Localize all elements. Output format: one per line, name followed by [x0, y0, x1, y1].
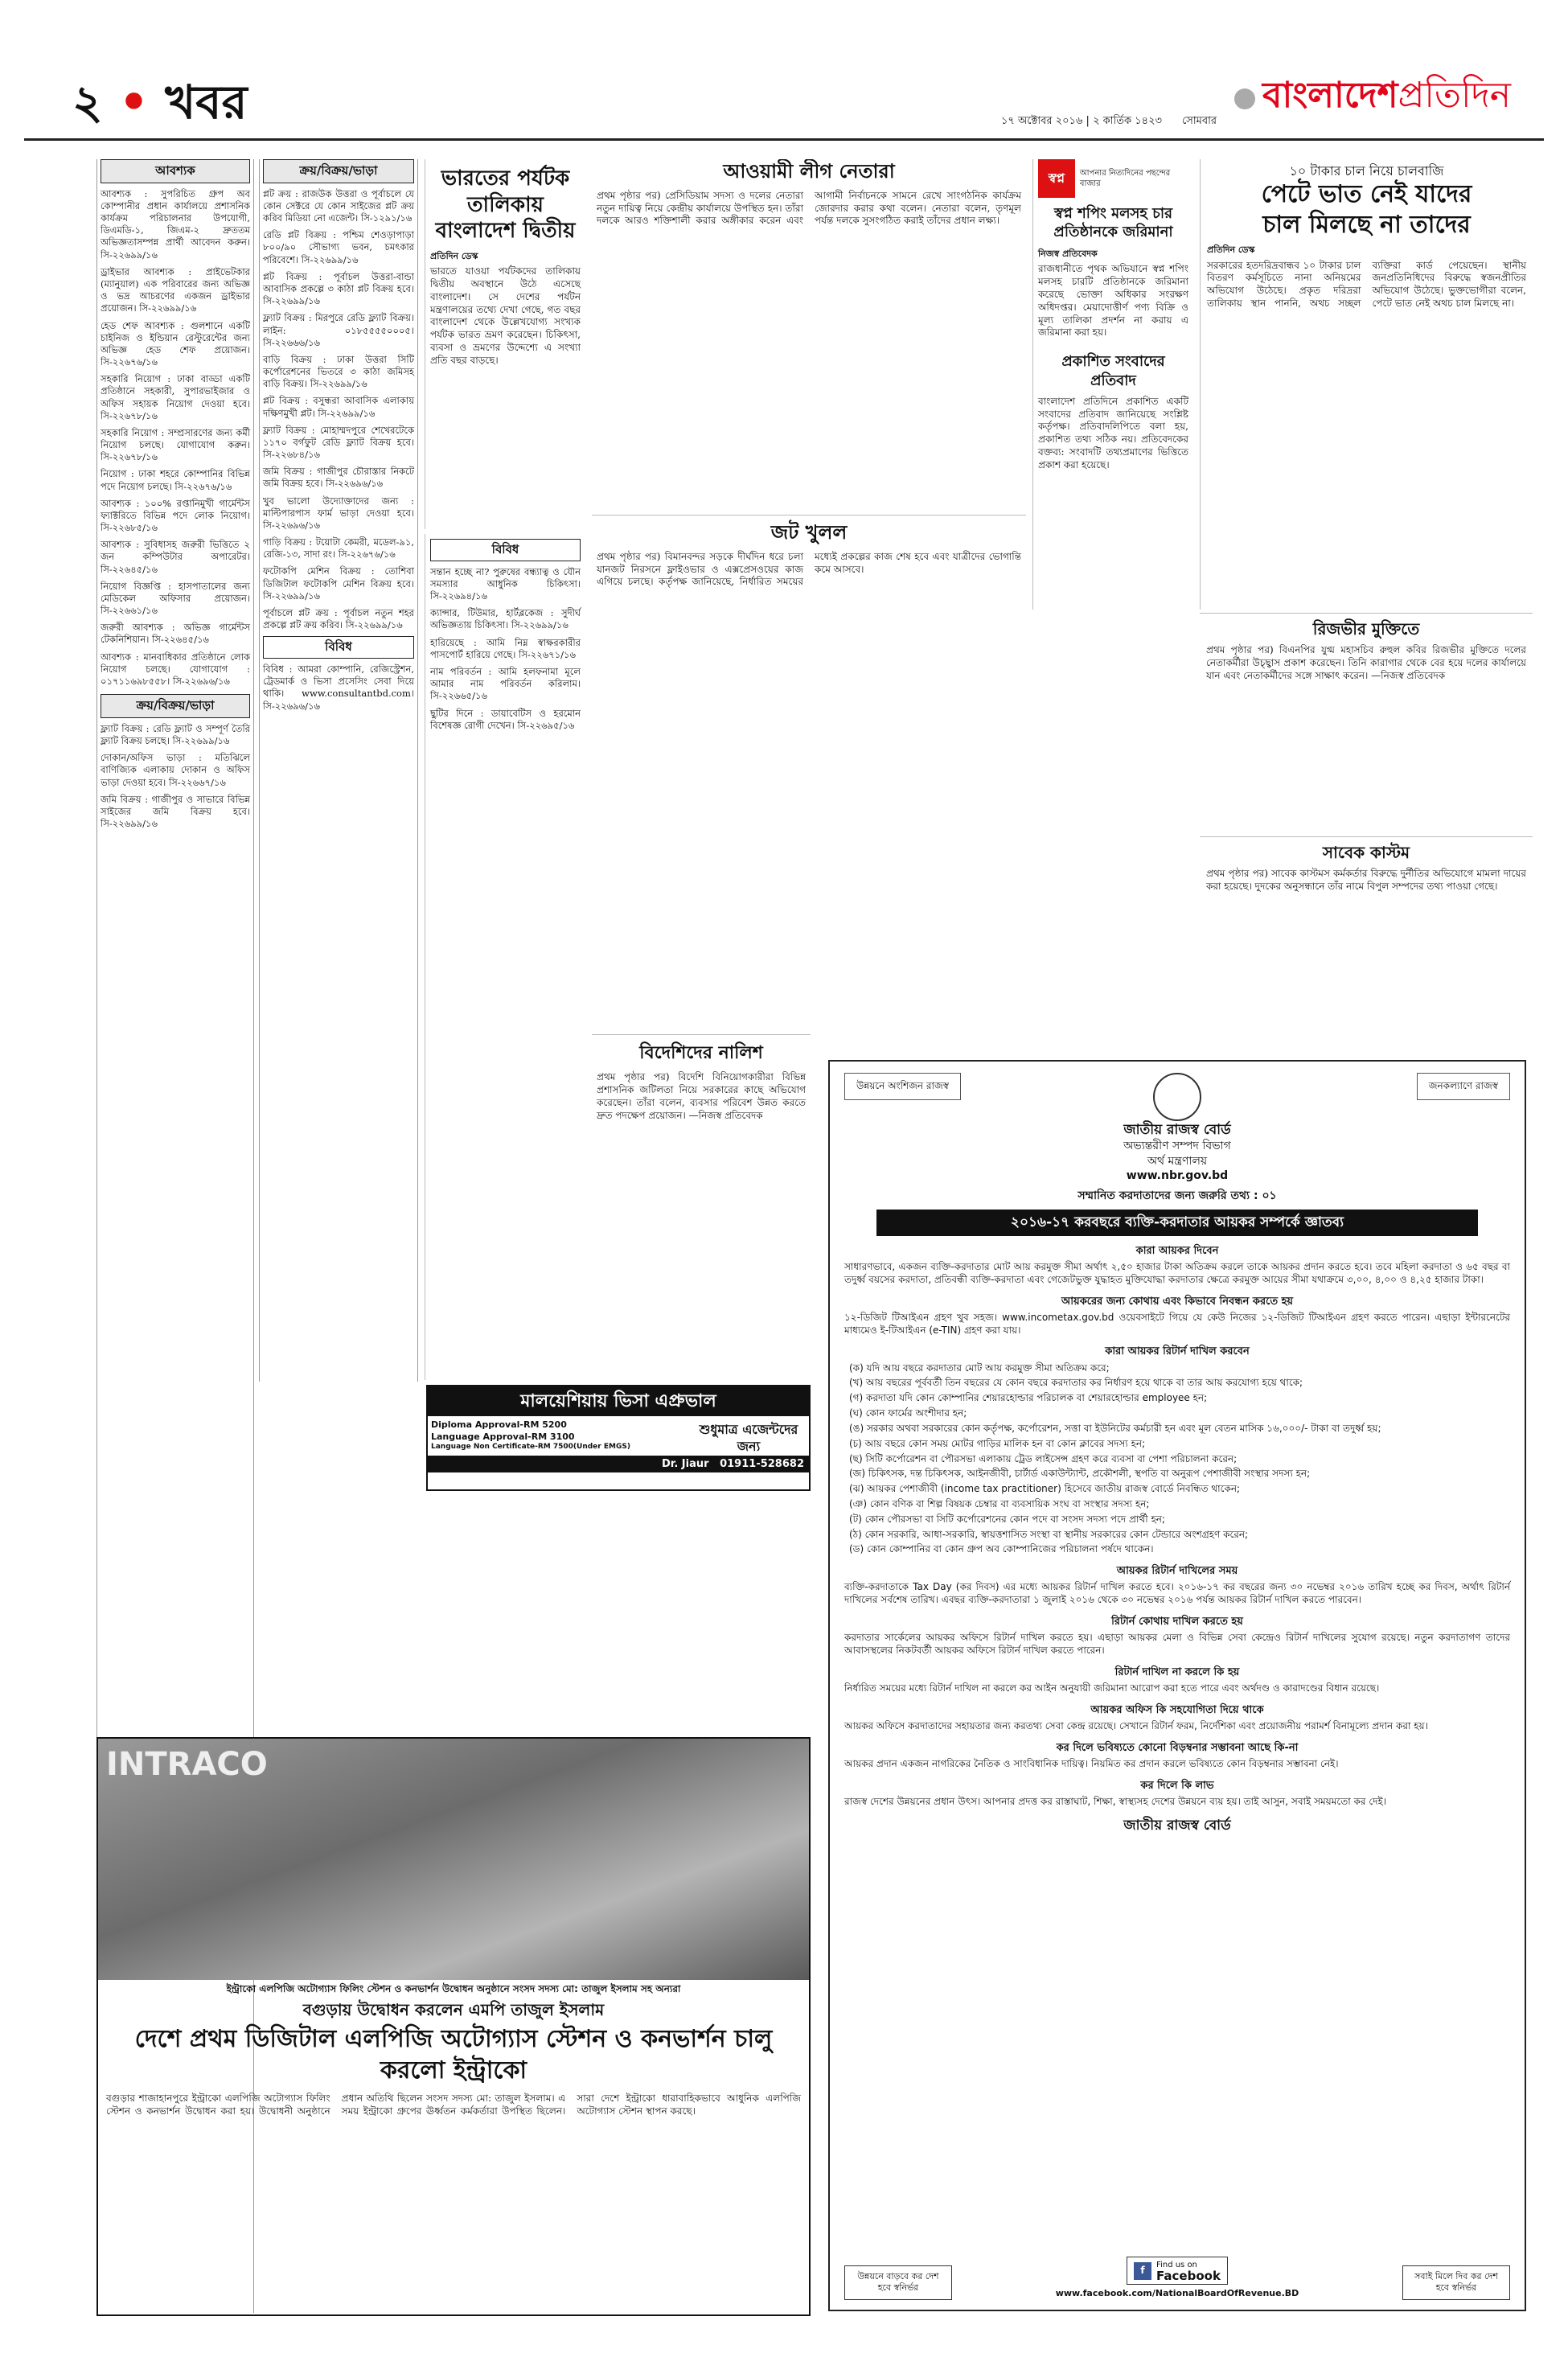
article-rice-byline: প্রতিদিন ডেস্ক	[1207, 244, 1255, 256]
nbr-fb-label: Facebook	[1156, 2268, 1221, 2283]
newspaper-logo: বাংলাদেশপ্রতিদিন	[1262, 75, 1511, 116]
nbr-list-item: (ঞ) কোন বণিক বা শিল্প বিষয়ক চেম্বার বা ব্যবসায়িক সংঘ বা সংস্থার সদস্য হন;	[849, 1497, 1150, 1509]
classified-item: ফ্ল্যাট বিক্রয় : মিরপুরে রেডি ফ্ল্যাট বিক্রয়। লাইন: ০১৮৫৫৫৫০০০৫। সি-২২৬৬৬/১৬	[263, 312, 414, 348]
article-rice-title-1: পেটে ভাত নেই যাদের	[1261, 180, 1472, 209]
nbr-h2: আয়করের জন্য কোথায় এবং কিভাবে নিবন্ধন করতে হয়	[1061, 1295, 1294, 1308]
classified-item: খুব ভালো উদ্যোক্তাদের জন্য : মাল্টিপারপাস ফার্ম ভাড়া দেওয়া হবে। সি-২২৬৯৬/১৬	[263, 495, 414, 531]
nbr-p2: ১২-ডিজিট টিআইএন গ্রহণ খুব সহজ। www.incometax.gov.bd ওয়েবসাইটে গিয়ে যে কেউ নিজের ১২-ডিজিট টিআইএন গ্রহণ করতে পারেন। এছাড়া ইন্টারনেটের মাধ্যমেও ই-টিআইএন (e-TIN) গ্রহণ করা যায়।	[844, 1311, 1510, 1336]
masthead-rule	[24, 138, 1544, 141]
nbr-list-item: (ঘ) কোন ফার্মের অংশীদার হন;	[849, 1407, 967, 1419]
article-swapno	[1032, 159, 1193, 610]
swapno-tagline: আপনার নিত্যদিনের পছন্দের বাজার	[1079, 168, 1171, 188]
nbr-p1: সাধারণভাবে, একজন ব্যক্তি-করদাতার মোট আয় করমুক্ত সীমা অর্থাৎ ২,৫০ হাজার টাকা অতিক্রম করলে তাকে আয়কর প্রদান করতে হবে। তবে মহিলা করদাতা ও ৬৫ বছর বা তদুর্ধ্ব বয়সের করদাতা, প্রতিবন্ধী ব্যক্তি-করদাতা এবং গেজেটভুক্ত যুদ্ধাহত মুক্তিযোদ্ধা করদাতার ক্ষেত্রে করমুক্ত আয়ের সীমা যথাক্রমে ৩,০০, ৪,০০ ও ৪,২৫ হাজার টাকা।	[844, 1260, 1510, 1285]
classified-item: সহকারি নিয়োগ : সম্প্রসারণের জন্য কর্মী নিয়োগ চলছে। যোগাযোগ করুন। সি-২২৬৭৮/১৬	[101, 426, 250, 463]
nbr-website: www.nbr.gov.bd	[1126, 1169, 1229, 1183]
ad-visa-line3: Language Non Certificate-RM 7500(Under EMGS)	[431, 1443, 630, 1452]
classified-item: আবশ্যক : সুবিধাসহ জরুরী ভিত্তিতে ২ জন কম্পিউটার অপারেটর। সি-২২৬৪৫/১৬	[101, 539, 250, 575]
article-rice	[1200, 159, 1533, 610]
classifieds-list-buysell	[101, 723, 250, 830]
classified-item: সহকারি নিয়োগ : ঢাকা বাড্ডা একটি প্রতিষ্ঠানে সহকারী, সুপারভাইজার ও অফিস সহায়ক নিয়োগ দেওয়া হবে। সি-২২৬৭৮/১৬	[101, 373, 250, 421]
nbr-h4: আয়কর রিটার্ন দাখিলের সময়	[1116, 1565, 1238, 1578]
nbr-facebook-block	[1056, 2257, 1299, 2300]
intraco-photo: INTRACO	[98, 1739, 809, 1980]
nbr-p5: করদাতার সার্কেলের আয়কর অফিসে রিটার্ন দাখিল করতে হয়। এছাড়া আয়কর মেলা ও বিভিন্ন সেবা কেন্দ্রেও রিটার্ন দাখিলের সুযোগ রয়েছে। নতুন করদাতাগণ তাদের আবাসস্থলের নিকটবর্তী আয়কর অফিসে রিটার্ন দাখিল করতে পারেন।	[844, 1632, 1510, 1657]
misc-item: ক্যান্সার, টিউমার, হার্টব্লকেজ : সুদীর্ঘ অভিজ্ঞতায় চিকিৎসা। সি-২২৬৯৯/১৬	[430, 607, 581, 631]
ad-visa-title: মালয়েশিয়ায় ভিসা এপ্রুভাল	[428, 1386, 809, 1416]
nbr-corner-left: উন্নয়নে অংশিজন রাজস্ব	[844, 1073, 961, 1100]
article-customs-title: সাবেক কাস্টম	[1322, 843, 1410, 862]
nbr-footer-right: সবাই মিলে দিব কর দেশ হবে স্বনির্ভর	[1402, 2265, 1510, 2300]
article-protibad-body: বাংলাদেশ প্রতিদিনে প্রকাশিত একটি সংবাদের প্রতিবাদ জানিয়েছে সংশ্লিষ্ট কর্তৃপক্ষ। প্রতিবাদলিপিতে বলা হয়, প্রকাশিত তথ্য সঠিক নয়। প্রতিবেদকের বক্তব্য: সংবাদটি তথ্যপ্রমাণের ভিত্তিতে প্রকাশ করা হয়েছে।	[1038, 395, 1188, 470]
nbr-banner: ২০১৬-১৭ করবছরে ব্যক্তি-করদাতার আয়কর সম্পর্কে জ্ঞাতব্য	[876, 1210, 1478, 1235]
article-awami-body: প্রথম পৃষ্ঠার পর) প্রেসিডিয়াম সদস্য ও দলের নেতারা নতুন দায়িত্ব নিয়ে কেন্দ্রীয় কার্যালয়ে উপস্থিত হন। তাঁরা দলকে আরও শক্তিশালী করার অঙ্গীকার করেন এবং আগামী নির্বাচনকে সামনে রেখে সাংগঠনিক কার্যক্রম জোরদার করার কথা বলেন। নেতারা বলেন, তৃণমূল পর্যন্ত দলকে সুসংগঠিত করাই তাঁদের প্রধান লক্ষ্য।	[597, 189, 1021, 227]
classified-item: আবশ্যক : ১০০% রপ্তানিমুখী গার্মেন্টস ফ্যাক্টরিতে বিভিন্ন পদে লোক নিয়োগ। সি-২২৬৮৫/১৬	[101, 497, 250, 534]
classified-item: জমি বিক্রয় : গাজীপুর ও সাভারে বিভিন্ন সাইজের জমি বিক্রয় হবে। সি-২২৬৯৯/১৬	[101, 793, 250, 830]
article-tourist-byline: প্রতিদিন ডেস্ক	[430, 250, 478, 261]
nbr-h1: কারা আয়কর দিবেন	[1135, 1244, 1219, 1257]
misc-item: হারিয়েছে : আমি নিম্ন স্বাক্ষরকারীর পাসপোর্ট হারিয়ে গেছে। সি-২২৬৭১/১৬	[430, 636, 581, 660]
nbr-fb-link[interactable]: www.facebook.com/NationalBoardOfRevenue.BD	[1055, 2288, 1299, 2299]
nbr-footer-org: জাতীয় রাজস্ব বোর্ড	[1123, 1817, 1231, 1834]
issue-day: সোমবার	[1182, 115, 1217, 127]
misc-header: বিবিধ	[430, 539, 581, 561]
nbr-list-item: (জ) চিকিৎসক, দন্ত চিকিৎসক, আইনজীবী, চার্টার্ড একাউন্ট্যান্ট, প্রকৌশলী, স্থপতি বা অনুরূপ পেশাজীবী সংস্থার সদস্য হন;	[849, 1468, 1311, 1480]
article-nalish	[592, 1034, 811, 1380]
classified-item: ড্রাইভার আবশ্যক : প্রাইভেটকার (ম্যানুয়াল) এক পরিবারের জন্য অভিজ্ঞ ও ভদ্র আচরণের একজন ড্রাইভার প্রয়োজন। সি-২২৬৯৯/১৬	[101, 265, 250, 314]
classified-item: ফ্ল্যাট বিক্রয় : মোহাম্মদপুরে শেখেরটেকে ১১৭০ বর্গফুট রেডি ফ্ল্যাট বিক্রয় হবে। সি-২২৬৮৪/১৬	[263, 424, 414, 461]
page-number: ২ • খবর	[72, 75, 248, 129]
nbr-list-item: (ঠ) কোন সরকারি, আধা-সরকারি, স্বায়ত্তশাসিত সংস্থা বা স্থানীয় সরকারের কোন টেন্ডারে অংশগ্রহণ করেন;	[849, 1528, 1249, 1540]
classifieds-header-wanted: আবশ্যক	[101, 159, 250, 183]
misc-item: নাম পরিবর্তন : আমি হলফনামা মূলে আমার নাম পরিবর্তন করিলাম। সি-২২৬৬৫/১৬	[430, 666, 581, 702]
classified-item: পূর্বাচলে প্লট ক্রয় : পূর্বাচল নতুন শহর প্রকল্পে প্লট ক্রয় করিব। সি-২২৬৯৯/১৬	[263, 606, 414, 631]
classified-item: ফ্ল্যাট বিক্রয় : রেডি ফ্ল্যাট ও সম্পূর্ণ তৈরি ফ্ল্যাট বিক্রয় চলছে। সি-২২৬৯৯/১৬	[101, 722, 250, 747]
classifieds-list-buysell-2	[263, 188, 414, 632]
classified-item: দোকান/অফিস ভাড়া : মতিঝিলে বাণিজ্যিক এলাকায় দোকান ও অফিস ভাড়া দেওয়া হবে। সি-২২৬৬৭/১৬	[101, 752, 250, 788]
ad-visa-line1: Diploma Approval-RM 5200	[431, 1419, 567, 1431]
classified-item: নিয়োগ : ঢাকা শহরে কোম্পানির বিভিন্ন পদে নিয়োগ চলছে। সি-২২৬৭৬/১৬	[101, 468, 250, 492]
classified-item: জরুরী আবশ্যক : অভিজ্ঞ গার্মেন্টস টেকনিশিয়ান। সি-২২৬৪৫/১৬	[101, 622, 250, 646]
nbr-p6: নির্ধারিত সময়ের মধ্যে রিটার্ন দাখিল না করলে কর আইন অনুযায়ী জরিমানা আরোপ করা হতে পারে এবং অর্থদণ্ড ও কারাদণ্ডের বিধান রয়েছে।	[844, 1682, 1380, 1694]
nbr-h7: আয়কর অফিস কি সহযোগিতা দিয়ে থাকে	[1090, 1703, 1264, 1716]
nbr-fb-findus: Find us on	[1156, 2260, 1197, 2269]
nbr-p7: আয়কর অফিসে করদাতাদের সহায়তার জন্য করতথ্য সেবা কেন্দ্র রয়েছে। সেখানে রিটার্ন ফরম, নির্দেশিকা এবং প্রয়োজনীয় পরামর্শ বিনামূল্যে প্রদান করা হয়।	[844, 1720, 1428, 1732]
article-jot-title: জট খুলল	[770, 521, 848, 544]
ad-intraco	[96, 1737, 811, 2316]
issue-date: ১৭ অক্টোবর ২০১৬ | ২ কার্তিক ১৪২৩	[1001, 115, 1162, 127]
article-tourist-body: ভারতে যাওয়া পর্যটকদের তালিকায় দ্বিতীয় অবস্থানে উঠে এসেছে বাংলাদেশ। সে দেশের পর্যটন মন্ত্রণালয়ের তথ্যে দেখা গেছে, গত বছর বাংলাদেশ থেকে উল্লেখযোগ্য সংখ্যক পর্যটক ভারত ভ্রমণ করেছেন। চিকিৎসা, ব্যবসা ও ভ্রমণের উদ্দেশ্যে এ সংখ্যা প্রতি বছর বাড়ছে।	[430, 265, 581, 366]
nbr-p8: আয়কর প্রদান একজন নাগরিকের নৈতিক ও সাংবিধানিক দায়িত্ব। নিয়মিত কর প্রদান করলে ভবিষ্যতে কোন বিড়ম্বনার সম্ভাবনা নেই।	[844, 1758, 1339, 1770]
nbr-list-item: (খ) আয় বছরের পূর্ববর্তী তিন বছরের যে কোন বছরে করদাতার কর নির্ধারণ হয়ে থাকে বা তার আয় করযোগ্য হয়ে থাকে;	[849, 1377, 1303, 1389]
article-jot	[592, 515, 1026, 862]
nbr-list-item: (গ) করদাতা যদি কোন কোম্পানির শেয়ারহোল্ডার পরিচালক বা শেয়ারহোল্ডার employee হন;	[849, 1392, 1208, 1404]
article-swapno-body: রাজধানীতে পৃথক অভিযানে স্বপ্ন শপিং মলসহ চারটি প্রতিষ্ঠানকে জরিমানা করেছে ভোক্তা অধিকার সংরক্ষণ অধিদপ্তর। মেয়াদোত্তীর্ণ পণ্য বিক্রি ও মূল্য তালিকা প্রদর্শন না করায় এ জরিমানা করা হয়।	[1038, 263, 1188, 339]
intraco-body: বগুড়ার শাজাহানপুরে ইন্ট্রাকো এলপিজি অটোগ্যাস ফিলিং স্টেশন ও কনভার্শন উদ্বোধন করা হয়। উদ্বোধনী অনুষ্ঠানে প্রধান অতিথি ছিলেন সংসদ সদস্য মো: তাজুল ইসলাম। এ সময় ইন্ট্রাকো গ্রুপের ঊর্ধ্বতন কর্মকর্তারা উপস্থিত ছিলেন। সারা দেশে ইন্ট্রাকো ধারাবাহিকভাবে আধুনিক এলপিজি অটোগ্যাস স্টেশন স্থাপন করছে।	[106, 2093, 801, 2117]
nbr-h5: রিটার্ন কোথায় দাখিল করতে হয়	[1111, 1616, 1243, 1629]
nbr-list-item: (ঝ) আয়কর পেশাজীবী (income tax practitioner) হিসেবে জাতীয় রাজস্ব বোর্ডে নিবন্ধিত থাকেন;	[849, 1483, 1241, 1495]
article-rice-body: সরকারের হতদরিদ্রবান্ধব ১০ টাকার চাল বিতরণ কর্মসূচিতে নানা অনিয়মের অভিযোগ উঠেছে। প্রকৃত দরিদ্ররা তালিকায় স্থান পাননি, অথচ সচ্ছল ব্যক্তিরা কার্ড পেয়েছেন। স্থানীয় জনপ্রতিনিধিদের বিরুদ্ধে স্বজনপ্রীতির অভিযোগ উঠেছে। ভুক্তভোগীরা বলেন, পেটে ভাত নেই অথচ চাল মিলছে না।	[1207, 259, 1526, 310]
misc-classifieds	[425, 534, 585, 1380]
nbr-org1: জাতীয় রাজস্ব বোর্ড	[1123, 1122, 1231, 1138]
ad-visa-contact: Dr. Jiaur	[661, 1457, 709, 1470]
classifieds-header-buysell: ক্রয়/বিক্রয়/ভাড়া	[101, 694, 250, 718]
classified-item: নিয়োগ বিজ্ঞপ্তি : হাসপাতালের জন্য মেডিকেল অফিসার প্রয়োজন। সি-২২৬৬১/১৬	[101, 580, 250, 617]
article-rice-kicker: ১০ টাকার চাল নিয়ে চালবাজি	[1289, 163, 1444, 179]
classifieds-misc-item: বিবিধ : আমরা কোম্পানি, রেজিস্ট্রেশন, ট্রেডমার্ক ও ভিসা প্রসেসিং সেবা দিয়ে থাকি। www.consultantbd.com। সি-২২৬৯৬/১৬	[263, 663, 414, 712]
article-awami-title: আওয়ামী লীগ নেতারা	[723, 160, 895, 183]
logo-dot-icon	[1234, 88, 1255, 109]
nbr-p9: রাজস্ব দেশের উন্নয়নের প্রধান উৎস। আপনার প্রদত্ত কর রাস্তাঘাট, শিক্ষা, স্বাস্থ্যসহ দেশের উন্নয়নে ব্যয় হয়। তাই আসুন, সবাই সময়মতো কর দেই।	[844, 1796, 1387, 1808]
article-awami	[592, 159, 1026, 509]
classified-item: প্লট বিক্রয় : বসুন্ধরা আবাসিক এলাকায় দক্ষিণমুখী প্লট। সি-২২৬৯৯/১৬	[263, 395, 414, 419]
article-protibad-title: প্রকাশিত সংবাদের প্রতিবাদ	[1061, 353, 1165, 390]
swapno-logo: স্বপ্ন	[1038, 159, 1075, 198]
misc-list	[430, 566, 581, 732]
nbr-footer	[844, 2257, 1510, 2300]
classified-item: জমি বিক্রয় : গাজীপুর চৌরাস্তার নিকটে জমি বিক্রয় হবে। সি-২২৬৯৬/১৬	[263, 466, 414, 490]
classified-item: আবশ্যক : মানবাধিকার প্রতিষ্ঠানে লোক নিয়োগ চলছে। যোগাযোগ : ০১৭১১৬৯৮৫৫৮। সি-২২৬৯৬/১৬	[101, 651, 250, 687]
nbr-org3: অর্থ মন্ত্রণালয়	[1147, 1154, 1208, 1168]
article-rizvi-body: প্রথম পৃষ্ঠার পর) বিএনপির যুগ্ম মহাসচিব রুহুল কবির রিজভীর মুক্তিতে দলের নেতাকর্মীরা উচ্ছ্বাস প্রকাশ করেছেন। তিনি কারাগার থেকে বের হয়ে দলের কার্যালয়ে যান এবং নেতাকর্মীদের সঙ্গে সাক্ষাৎ করেন। —নিজস্ব প্রতিবেদক	[1206, 644, 1526, 682]
article-customs	[1200, 836, 1533, 1052]
nbr-list-item: (ট) কোন পৌরসভা বা সিটি কর্পোরেশনের কোন পদে বা সংসদ সদস্য পদে প্রার্থী হন;	[849, 1513, 1165, 1525]
classified-item: গাড়ি বিক্রয় : টয়োটা কেমরী, মডেল-৯১, রেজি-১৩, সাদা রং। সি-২২৬৭৬/১৬	[263, 536, 414, 561]
nbr-org2: অভ্যন্তরীণ সম্পদ বিভাগ	[1123, 1140, 1231, 1153]
intraco-kicker: বগুড়ায় উদ্বোধন করলেন এমপি তাজুল ইসলাম	[302, 1999, 605, 2019]
misc-item: সন্তান হচ্ছে না? পুরুষের বন্ধ্যাত্ব ও যৌন সমস্যার আধুনিক চিকিৎসা। সি-২২৬৯৪/১৬	[430, 565, 581, 602]
intraco-caption: ইন্ট্রাকো এলপিজি অটোগ্যাস ফিলিং স্টেশন ও কনভার্শন উদ্বোধন অনুষ্ঠানে সংসদ সদস্য মো: তাজুল ইসলাম সহ অন্যরা	[226, 1983, 681, 1994]
misc-item: ছুটির দিনে : ডায়াবেটিস ও হরমোন বিশেষজ্ঞ রোগী দেখেন। সি-২২৬৯৫/১৬	[430, 707, 581, 731]
section-name: খবর	[165, 75, 248, 129]
nbr-list	[844, 1362, 1510, 1557]
nbr-corner-right: জনকল্যাণে রাজস্ব	[1417, 1073, 1510, 1100]
article-tourist-title: ভারতের পর্যটক তালিকায় বাংলাদেশ দ্বিতীয়	[435, 166, 576, 243]
nbr-list-item: (ঙ) সরকার অথবা সরকারের কোন কর্তৃপক্ষ, কর্পোরেশন, সত্তা বা ইউনিটের কর্মচারী হন এবং মূল বেতন মাসিক ১৬,০০০/- টাকা বা তদুর্ধ্ব হয়;	[849, 1422, 1381, 1434]
nbr-list-item: (ক) যদি আয় বছরে করদাতার মোট আয় করমুক্ত সীমা অতিক্রম করে;	[849, 1362, 1110, 1374]
nbr-h8: কর দিলে ভবিষ্যতে কোনো বিড়ম্বনার সম্ভাবনা আছে কি-না	[1056, 1741, 1299, 1754]
classifieds-header-buysell-2: ক্রয়/বিক্রয়/ভাড়া	[263, 159, 414, 183]
ad-visa-phone: 01911-528682	[720, 1457, 804, 1470]
nbr-list-item: (ড) কোন কোম্পানির বা কোন গ্রুপ অব কোম্পানিজের পরিচালনা পর্ষদে থাকেন।	[849, 1543, 1154, 1555]
ad-visa-line2: Language Approval-RM 3100	[431, 1431, 575, 1442]
nbr-notice-no: সম্মানিত করদাতাদের জন্য জরুরি তথ্য : ০১	[1077, 1189, 1277, 1202]
ad-nbr	[828, 1060, 1526, 2311]
facebook-icon: f	[1134, 2262, 1151, 2280]
nbr-h9: কর দিলে কি লাভ	[1140, 1779, 1214, 1792]
classified-item: রেডি প্লট বিক্রয় : পশ্চিম শেওড়াপাড়া ৮০০/৯০ সৌভাগ্য ভবন, চমৎকার পরিবেশে। সি-২২৬৯৯/১৬	[263, 229, 414, 265]
classified-item: হেড শেফ আবশ্যক : গুলশানে একটি চাইনিজ ও ইন্ডিয়ান রেস্টুরেন্টের জন্য অভিজ্ঞ হেড শেফ প্রয়োজন। সি-২২৬৭৬/১৬	[101, 319, 250, 368]
article-rizvi-title: রিজভীর মুক্তিতে	[1312, 619, 1420, 639]
article-swapno-byline: নিজস্ব প্রতিবেদক	[1038, 248, 1098, 259]
classified-item: ফটোকপি মেশিন বিক্রয় : তোশিবা ডিজিটাল ফটোকপি মেশিন বিক্রয় হবে। সি-২২৬৯৯/১৬	[263, 565, 414, 602]
article-jot-body: প্রথম পৃষ্ঠার পর) বিমানবন্দর সড়কে দীর্ঘদিন ধরে চলা যানজট নিরসনে ফ্লাইওভার ও এক্সপ্রেসওয়ের কাজ এগিয়ে চলছে। কর্তৃপক্ষ জানিয়েছে, নির্ধারিত সময়ের মধ্যেই প্রকল্পের কাজ শেষ হবে এবং যাত্রীদের ভোগান্তি কমে আসবে।	[597, 550, 1021, 588]
intraco-title: দেশে প্রথম ডিজিটাল এলপিজি অটোগ্যাস স্টেশন ও কনভার্শন চালু করলো ইন্ট্রাকো	[134, 2025, 773, 2085]
classified-item: প্লট বিক্রয় : পূর্বাচল উত্তরা-বান্ডা আবাসিক প্রকল্পে ৩ কাঠা প্লট বিক্রয় হবে। সি-২২৬৯৯/১৬	[263, 270, 414, 307]
nbr-p4: ব্যক্তি-করদাতাকে Tax Day (কর দিবস) এর মধ্যে আয়কর রিটার্ন দাখিল করতে হবে। ২০১৬-১৭ কর বছরের জন্য ৩০ নভেম্বর ২০১৬ তারিখ হচ্ছে কর দিবস, অর্থাৎ রিটার্ন দাখিলের সর্বশেষ তারিখ। এবছর ব্যক্তি-করদাতারা ১ জুলাই ২০১৬ থেকে ৩০ নভেম্বর ২০১৬ পর্যন্ত আয়কর রিটার্ন দাখিল করতে পারবেন।	[844, 1581, 1510, 1606]
article-swapno-title: স্বপ্ন শপিং মলসহ চার প্রতিষ্ঠানকে জরিমানা	[1053, 205, 1173, 241]
article-customs-body: প্রথম পৃষ্ঠার পর) সাবেক কাস্টমস কর্মকর্তার বিরুদ্ধে দুর্নীতির অভিযোগে মামলা দায়ের করা হয়েছে। দুদকের অনুসন্ধানে তাঁর নামে বিপুল সম্পদের তথ্য পাওয়া গেছে।	[1206, 868, 1526, 893]
nbr-h6: রিটার্ন দাখিল না করলে কি হয়	[1114, 1665, 1240, 1678]
nbr-list-item: (চ) আয় বছরে কোন সময় মোটর গাড়ির মালিক হন বা কোন ক্লাবের সদস্য হন;	[849, 1437, 1146, 1449]
classified-item: প্লট ক্রয় : রাজউক উত্তরা ও পূর্বাচলে যে কোন সেক্টরে যে কোন সাইজের প্লট ক্রয় করিব মিডিয়া নো এজেন্ট। সি-১২৯১/১৬	[263, 187, 414, 224]
classifieds-list-wanted	[101, 188, 250, 688]
article-tourist	[425, 159, 585, 529]
classifieds-header-misc: বিবিধ	[263, 636, 414, 659]
nbr-emblem-icon	[1153, 1073, 1201, 1121]
classifieds-column-2	[259, 159, 418, 1382]
nbr-h3: কারা আয়কর রিটার্ন দাখিল করবেন	[1105, 1345, 1250, 1358]
ad-visa	[426, 1385, 811, 1491]
classified-item: বাড়ি বিক্রয় : ঢাকা উত্তরা সিটি কর্পোরেশনের ভিতরে ৩ কাঠা জমিসহ বাড়ি বিক্রয়। সি-২২৬৯৯/১৬	[263, 353, 414, 390]
article-nalish-title: বিদেশিদের নালিশ	[639, 1043, 763, 1063]
article-nalish-body: প্রথম পৃষ্ঠার পর) বিদেশি বিনিয়োগকারীরা বিভিন্ন প্রশাসনিক জটিলতা নিয়ে সরকারের কাছে অভিযোগ করেছেন। তাঁরা বলেন, ব্যবসার পরিবেশ উন্নত করতে দ্রুত পদক্ষেপ প্রয়োজন। —নিজস্ব প্রতিবেদক	[597, 1071, 806, 1121]
article-rizvi	[1200, 613, 1533, 834]
article-rice-title-2: চাল মিলছে না তাদের	[1262, 210, 1471, 239]
ad-visa-side: শুধুমাত্র এজেন্টদের জন্য	[699, 1422, 798, 1455]
nbr-list-item: (ছ) সিটি কর্পোরেশন বা পৌরসভা এলাকায় ট্রেড লাইসেন্স গ্রহণ করে ব্যবসা বা পেশা পরিচালনা করেন;	[849, 1452, 1238, 1464]
classified-item: আবশ্যক : সুপরিচিত গ্রুপ অব কোম্পানীর প্রধান কার্যালয়ে প্রশাসনিক কার্যক্রম পরিচালনার উপযোগী, ডিএমডি-১, জিএম-২ দ্রুততম অভিজ্ঞতাসম্পন্ন প্রার্থী আবেদন করুন। সি-২২৬৯৯/১৬	[101, 187, 250, 261]
nbr-footer-left: উন্নয়নে বাড়বে কর দেশ হবে স্বনির্ভর	[844, 2265, 952, 2300]
swapno-logo-block	[1038, 159, 1188, 198]
masthead	[24, 64, 1544, 141]
